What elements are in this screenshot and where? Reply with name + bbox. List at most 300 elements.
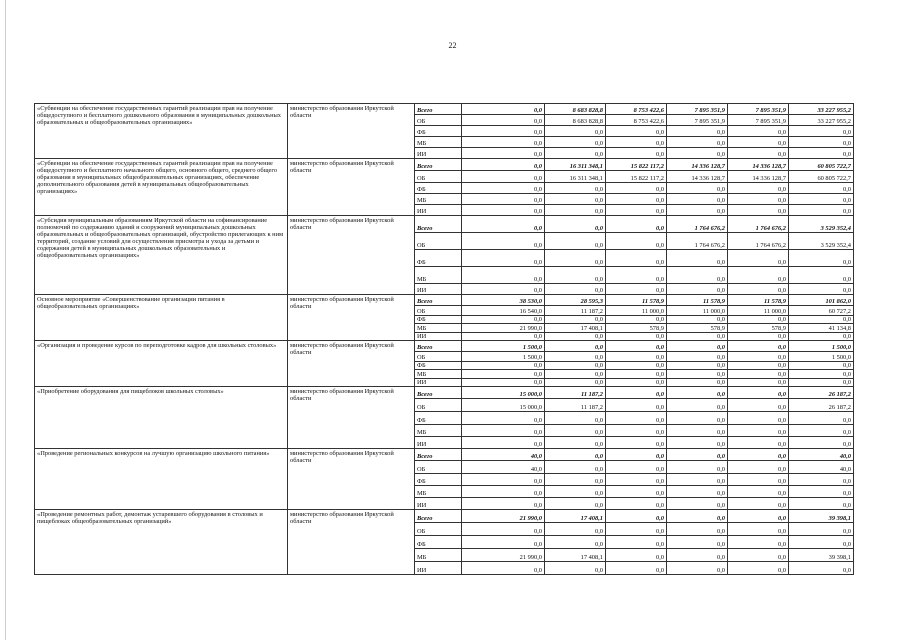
amount-cell: 0,0	[545, 562, 606, 575]
funding-source: ФБ	[415, 412, 462, 425]
amount-cell: 0,0	[728, 205, 789, 216]
amount-total-cell: 0,0	[789, 379, 854, 387]
funding-source: ИИ	[415, 562, 462, 575]
amount-cell: 0,0	[606, 486, 667, 498]
funding-source: Всего	[415, 295, 462, 306]
amount-cell: 0,0	[728, 474, 789, 486]
funding-source: ОБ	[415, 115, 462, 126]
amount-cell: 0,0	[728, 449, 789, 461]
amount-cell: 0,0	[667, 399, 728, 412]
amount-cell: 0,0	[667, 449, 728, 461]
amount-cell: 0,0	[728, 250, 789, 267]
amount-cell: 0,0	[606, 148, 667, 159]
table-body	[35, 104, 854, 575]
amount-total-cell: 0,0	[789, 316, 854, 324]
amount-cell: 0,0	[606, 370, 667, 379]
amount-cell: 14 336 128,7	[667, 171, 728, 183]
amount-cell: 17 408,1	[545, 324, 606, 333]
amount-cell: 0,0	[606, 437, 667, 449]
amount-cell: 578,9	[606, 324, 667, 333]
amount-cell: 0,0	[462, 523, 545, 536]
table-row-total	[35, 159, 854, 171]
amount-cell: 0,0	[667, 474, 728, 486]
amount-cell: 17 408,1	[545, 510, 606, 523]
amount-cell: 0,0	[728, 412, 789, 425]
amount-cell: 0,0	[667, 536, 728, 549]
amount-cell: 0,0	[545, 370, 606, 379]
amount-cell: 0,0	[545, 523, 606, 536]
activity-description: «Проведение ремонтных работ, демонтаж устаревшего оборудования в столовых и пищеблоках общеобразовательных организаций»	[35, 510, 288, 575]
amount-cell: 0,0	[728, 562, 789, 575]
funding-source: ИИ	[415, 284, 462, 295]
amount-cell: 0,0	[462, 316, 545, 324]
amount-cell: 0,0	[667, 425, 728, 437]
funding-source: МБ	[415, 267, 462, 284]
amount-cell: 0,0	[667, 148, 728, 159]
amount-cell: 0,0	[545, 148, 606, 159]
amount-cell: 0,0	[606, 216, 667, 233]
table-row-total	[35, 341, 854, 352]
funding-source: МБ	[415, 425, 462, 437]
funding-source: ФБ	[415, 362, 462, 370]
amount-cell: 0,0	[667, 183, 728, 194]
amount-total-cell: 0,0	[789, 523, 854, 536]
amount-total-cell: 0,0	[789, 205, 854, 216]
funding-source: ФБ	[415, 250, 462, 267]
activity-description: «Субвенции на обеспечение государственных гарантий реализации прав на получение общедоступного и бесплатного начального общего, основного общего, среднего общего образования в муниципальных общеобразовательных организациях, обеспечение дополнительного образования детей в муниципальных общеобразовательных организациях»	[35, 159, 288, 216]
amount-cell: 0,0	[728, 284, 789, 295]
funding-source: Всего	[415, 510, 462, 523]
amount-cell: 0,0	[728, 352, 789, 362]
amount-cell: 0,0	[728, 341, 789, 352]
amount-cell: 0,0	[545, 183, 606, 194]
funding-source: ФБ	[415, 536, 462, 549]
amount-cell: 0,0	[667, 362, 728, 370]
funding-source: ОБ	[415, 399, 462, 412]
amount-cell: 1 764 676,2	[667, 216, 728, 233]
amount-cell: 0,0	[667, 333, 728, 341]
amount-cell: 0,0	[606, 137, 667, 148]
amount-cell: 8 683 828,8	[545, 104, 606, 115]
amount-cell: 1 764 676,2	[728, 233, 789, 250]
amount-total-cell: 0,0	[789, 194, 854, 205]
responsible-executor: министерство образования Иркутской области	[288, 159, 415, 216]
amount-total-cell: 0,0	[789, 486, 854, 498]
amount-cell: 0,0	[728, 425, 789, 437]
amount-cell: 0,0	[606, 387, 667, 399]
amount-cell: 11 000,0	[667, 306, 728, 316]
amount-cell: 0,0	[728, 387, 789, 399]
amount-cell: 0,0	[545, 425, 606, 437]
amount-cell: 11 578,9	[728, 295, 789, 306]
table-row-total	[35, 216, 854, 233]
amount-cell: 0,0	[606, 183, 667, 194]
activity-description: «Проведение региональных конкурсов на лучшую организацию школьного питания»	[35, 449, 288, 510]
amount-cell: 15 822 117,2	[606, 159, 667, 171]
amount-total-cell: 60 805 722,7	[789, 171, 854, 183]
amount-total-cell: 0,0	[789, 333, 854, 341]
amount-cell: 11 187,2	[545, 387, 606, 399]
funding-source: МБ	[415, 324, 462, 333]
amount-cell: 0,0	[462, 137, 545, 148]
amount-cell: 0,0	[728, 148, 789, 159]
amount-total-cell: 101 862,0	[789, 295, 854, 306]
amount-cell: 0,0	[462, 333, 545, 341]
amount-cell: 0,0	[606, 250, 667, 267]
funding-source: ФБ	[415, 474, 462, 486]
amount-cell: 0,0	[606, 333, 667, 341]
funding-source: Всего	[415, 341, 462, 352]
amount-total-cell: 0,0	[789, 137, 854, 148]
amount-cell: 0,0	[606, 536, 667, 549]
amount-cell: 0,0	[728, 536, 789, 549]
amount-cell: 0,0	[545, 333, 606, 341]
amount-cell: 11 000,0	[728, 306, 789, 316]
funding-source: МБ	[415, 137, 462, 148]
amount-cell: 0,0	[667, 562, 728, 575]
amount-cell: 0,0	[462, 115, 545, 126]
amount-total-cell: 33 227 955,2	[789, 104, 854, 115]
amount-cell: 0,0	[545, 267, 606, 284]
amount-cell: 0,0	[606, 362, 667, 370]
amount-cell: 0,0	[667, 284, 728, 295]
amount-cell: 0,0	[606, 549, 667, 562]
amount-cell: 0,0	[667, 352, 728, 362]
amount-cell: 0,0	[606, 562, 667, 575]
page-number: 22	[448, 41, 457, 50]
amount-total-cell: 0,0	[789, 267, 854, 284]
amount-cell: 1 500,0	[462, 341, 545, 352]
amount-cell: 7 895 351,9	[728, 104, 789, 115]
amount-cell: 0,0	[462, 205, 545, 216]
amount-cell: 0,0	[545, 126, 606, 137]
amount-cell: 40,0	[462, 461, 545, 474]
responsible-executor: министерство образования Иркутской области	[288, 295, 415, 341]
amount-cell: 16 311 348,1	[545, 159, 606, 171]
amount-cell: 0,0	[462, 126, 545, 137]
funding-source: ИИ	[415, 498, 462, 510]
amount-cell: 21 990,0	[462, 549, 545, 562]
table-row-total	[35, 387, 854, 399]
amount-cell: 0,0	[462, 104, 545, 115]
amount-cell: 11 187,2	[545, 306, 606, 316]
activity-description: Основное мероприятие «Совершенствование организации питания в общеобразовательных организациях»	[35, 295, 288, 341]
amount-cell: 0,0	[462, 183, 545, 194]
activity-description: «Субвенции на обеспечение государственных гарантий реализации прав на получение общедоступного и бесплатного дошкольного образования в муниципальных дошкольных образовательных и общеобразовательных организациях»	[35, 104, 288, 159]
funding-source: Всего	[415, 449, 462, 461]
amount-cell: 11 187,2	[545, 399, 606, 412]
amount-cell: 578,9	[728, 324, 789, 333]
amount-cell: 0,0	[462, 267, 545, 284]
amount-total-cell: 40,0	[789, 461, 854, 474]
amount-cell: 0,0	[545, 437, 606, 449]
amount-total-cell: 0,0	[789, 437, 854, 449]
amount-cell: 0,0	[667, 316, 728, 324]
amount-cell: 0,0	[728, 183, 789, 194]
amount-cell: 0,0	[606, 126, 667, 137]
funding-source: ОБ	[415, 461, 462, 474]
amount-cell: 40,0	[462, 449, 545, 461]
amount-cell: 0,0	[667, 486, 728, 498]
amount-total-cell: 1 500,0	[789, 352, 854, 362]
amount-cell: 11 000,0	[606, 306, 667, 316]
amount-total-cell: 3 529 352,4	[789, 216, 854, 233]
funding-source: Всего	[415, 159, 462, 171]
amount-cell: 0,0	[462, 379, 545, 387]
amount-total-cell: 0,0	[789, 284, 854, 295]
amount-cell: 28 595,3	[545, 295, 606, 306]
amount-cell: 0,0	[606, 205, 667, 216]
amount-cell: 0,0	[606, 461, 667, 474]
amount-cell: 0,0	[606, 284, 667, 295]
amount-cell: 0,0	[728, 510, 789, 523]
amount-total-cell: 0,0	[789, 474, 854, 486]
amount-cell: 0,0	[728, 137, 789, 148]
amount-cell: 0,0	[728, 437, 789, 449]
amount-cell: 0,0	[462, 474, 545, 486]
amount-cell: 0,0	[545, 352, 606, 362]
amount-cell: 7 895 351,9	[667, 115, 728, 126]
amount-cell: 0,0	[667, 126, 728, 137]
amount-cell: 0,0	[545, 341, 606, 352]
amount-cell: 15 822 117,2	[606, 171, 667, 183]
responsible-executor: министерство образования Иркутской области	[288, 216, 415, 295]
amount-cell: 0,0	[545, 194, 606, 205]
amount-cell: 0,0	[606, 352, 667, 362]
funding-source: Всего	[415, 104, 462, 115]
amount-cell: 0,0	[462, 233, 545, 250]
amount-cell: 1 764 676,2	[728, 216, 789, 233]
funding-source: МБ	[415, 194, 462, 205]
amount-cell: 0,0	[606, 425, 667, 437]
amount-cell: 0,0	[667, 379, 728, 387]
amount-cell: 21 990,0	[462, 510, 545, 523]
amount-cell: 14 336 128,7	[728, 159, 789, 171]
amount-cell: 0,0	[667, 194, 728, 205]
amount-cell: 0,0	[667, 549, 728, 562]
amount-cell: 0,0	[728, 316, 789, 324]
amount-cell: 0,0	[667, 250, 728, 267]
amount-cell: 0,0	[462, 171, 545, 183]
funding-source: ИИ	[415, 205, 462, 216]
amount-total-cell: 0,0	[789, 362, 854, 370]
amount-cell: 0,0	[462, 362, 545, 370]
responsible-executor: министерство образования Иркутской области	[288, 449, 415, 510]
amount-total-cell: 0,0	[789, 536, 854, 549]
amount-cell: 8 753 422,6	[606, 115, 667, 126]
amount-cell: 0,0	[667, 387, 728, 399]
amount-total-cell: 26 187,2	[789, 399, 854, 412]
amount-cell: 0,0	[606, 233, 667, 250]
amount-cell: 0,0	[462, 425, 545, 437]
amount-cell: 21 990,0	[462, 324, 545, 333]
amount-total-cell: 0,0	[789, 412, 854, 425]
amount-cell: 0,0	[728, 486, 789, 498]
activity-description: «Организация и проведение курсов по переподготовке кадров для школьных столовых»	[35, 341, 288, 387]
amount-cell: 0,0	[606, 474, 667, 486]
amount-total-cell: 60 805 722,7	[789, 159, 854, 171]
amount-cell: 0,0	[462, 412, 545, 425]
amount-cell: 0,0	[667, 523, 728, 536]
funding-source: МБ	[415, 549, 462, 562]
amount-cell: 0,0	[462, 486, 545, 498]
amount-cell: 0,0	[728, 370, 789, 379]
amount-cell: 1 500,0	[462, 352, 545, 362]
responsible-executor: министерство образования Иркутской области	[288, 387, 415, 449]
table-row-total	[35, 449, 854, 461]
funding-source: ИИ	[415, 333, 462, 341]
funding-source: Всего	[415, 387, 462, 399]
amount-cell: 0,0	[606, 523, 667, 536]
funding-source: ФБ	[415, 126, 462, 137]
responsible-executor: министерство образования Иркутской области	[288, 510, 415, 575]
amount-cell: 0,0	[545, 474, 606, 486]
amount-cell: 15 000,0	[462, 387, 545, 399]
amount-cell: 0,0	[545, 449, 606, 461]
amount-total-cell: 0,0	[789, 562, 854, 575]
amount-total-cell: 0,0	[789, 370, 854, 379]
funding-source: ОБ	[415, 306, 462, 316]
amount-cell: 0,0	[462, 250, 545, 267]
funding-source: ОБ	[415, 523, 462, 536]
amount-cell: 0,0	[462, 437, 545, 449]
amount-cell: 0,0	[462, 498, 545, 510]
activity-description: «Приобретение оборудования для пищеблоков школьных столовых»	[35, 387, 288, 449]
funding-source: ОБ	[415, 233, 462, 250]
amount-total-cell: 26 187,2	[789, 387, 854, 399]
funding-source: ИИ	[415, 437, 462, 449]
amount-cell: 0,0	[728, 399, 789, 412]
amount-cell: 0,0	[545, 461, 606, 474]
amount-cell: 1 764 676,2	[667, 233, 728, 250]
amount-cell: 0,0	[728, 523, 789, 536]
amount-cell: 11 578,9	[667, 295, 728, 306]
amount-total-cell: 0,0	[789, 183, 854, 194]
table-row-total	[35, 104, 854, 115]
amount-cell: 0,0	[728, 267, 789, 284]
funding-source: МБ	[415, 486, 462, 498]
amount-cell: 0,0	[728, 379, 789, 387]
budget-table	[34, 103, 854, 575]
amount-cell: 0,0	[606, 412, 667, 425]
amount-cell: 0,0	[606, 449, 667, 461]
amount-cell: 7 895 351,9	[728, 115, 789, 126]
amount-cell: 16 311 348,1	[545, 171, 606, 183]
funding-source: ИИ	[415, 148, 462, 159]
amount-cell: 8 683 828,8	[545, 115, 606, 126]
amount-total-cell: 0,0	[789, 250, 854, 267]
amount-total-cell: 39 398,1	[789, 549, 854, 562]
amount-cell: 0,0	[462, 562, 545, 575]
amount-total-cell: 0,0	[789, 126, 854, 137]
amount-cell: 0,0	[728, 549, 789, 562]
amount-cell: 0,0	[606, 194, 667, 205]
amount-cell: 0,0	[667, 267, 728, 284]
amount-total-cell: 3 529 352,4	[789, 233, 854, 250]
amount-cell: 0,0	[545, 412, 606, 425]
amount-cell: 0,0	[462, 159, 545, 171]
funding-source: ИИ	[415, 379, 462, 387]
amount-cell: 0,0	[667, 205, 728, 216]
amount-cell: 0,0	[667, 137, 728, 148]
scan-margin-line	[5, 0, 6, 640]
amount-cell: 0,0	[462, 370, 545, 379]
amount-total-cell: 33 227 955,2	[789, 115, 854, 126]
amount-cell: 0,0	[606, 341, 667, 352]
amount-cell: 0,0	[606, 379, 667, 387]
amount-total-cell: 40,0	[789, 449, 854, 461]
amount-cell: 11 578,9	[606, 295, 667, 306]
amount-cell: 0,0	[545, 250, 606, 267]
amount-cell: 0,0	[545, 316, 606, 324]
amount-cell: 8 753 422,6	[606, 104, 667, 115]
amount-cell: 0,0	[728, 194, 789, 205]
responsible-executor: министерство образования Иркутской области	[288, 341, 415, 387]
amount-cell: 0,0	[728, 333, 789, 341]
amount-cell: 0,0	[545, 486, 606, 498]
amount-total-cell: 41 134,8	[789, 324, 854, 333]
amount-cell: 0,0	[545, 379, 606, 387]
amount-cell: 0,0	[462, 148, 545, 159]
amount-cell: 0,0	[462, 216, 545, 233]
amount-cell: 0,0	[728, 362, 789, 370]
amount-cell: 0,0	[728, 126, 789, 137]
responsible-executor: министерство образования Иркутской области	[288, 104, 415, 159]
table-row-total	[35, 510, 854, 523]
amount-cell: 0,0	[545, 233, 606, 250]
amount-cell: 15 000,0	[462, 399, 545, 412]
amount-cell: 0,0	[667, 498, 728, 510]
amount-total-cell: 39 398,1	[789, 510, 854, 523]
funding-source: МБ	[415, 370, 462, 379]
amount-cell: 0,0	[545, 205, 606, 216]
amount-cell: 0,0	[606, 316, 667, 324]
amount-cell: 0,0	[545, 216, 606, 233]
amount-cell: 0,0	[667, 461, 728, 474]
amount-cell: 0,0	[667, 370, 728, 379]
amount-cell: 0,0	[606, 510, 667, 523]
amount-cell: 14 336 128,7	[728, 171, 789, 183]
amount-cell: 14 336 128,7	[667, 159, 728, 171]
amount-cell: 0,0	[545, 284, 606, 295]
amount-cell: 0,0	[545, 536, 606, 549]
amount-cell: 0,0	[462, 194, 545, 205]
amount-cell: 578,9	[667, 324, 728, 333]
amount-cell: 0,0	[545, 498, 606, 510]
amount-cell: 0,0	[606, 267, 667, 284]
amount-total-cell: 0,0	[789, 498, 854, 510]
amount-cell: 0,0	[462, 536, 545, 549]
funding-source: ОБ	[415, 171, 462, 183]
funding-source: Всего	[415, 216, 462, 233]
amount-cell: 0,0	[667, 412, 728, 425]
amount-cell: 0,0	[667, 341, 728, 352]
amount-cell: 0,0	[728, 498, 789, 510]
amount-cell: 0,0	[728, 461, 789, 474]
funding-source: ОБ	[415, 352, 462, 362]
amount-total-cell: 0,0	[789, 425, 854, 437]
amount-cell: 17 408,1	[545, 549, 606, 562]
amount-cell: 0,0	[545, 362, 606, 370]
amount-total-cell: 0,0	[789, 148, 854, 159]
table-row-total	[35, 295, 854, 306]
amount-cell: 0,0	[606, 498, 667, 510]
amount-total-cell: 1 500,0	[789, 341, 854, 352]
amount-cell: 0,0	[667, 510, 728, 523]
amount-cell: 7 895 351,9	[667, 104, 728, 115]
amount-cell: 16 540,0	[462, 306, 545, 316]
amount-total-cell: 60 727,2	[789, 306, 854, 316]
